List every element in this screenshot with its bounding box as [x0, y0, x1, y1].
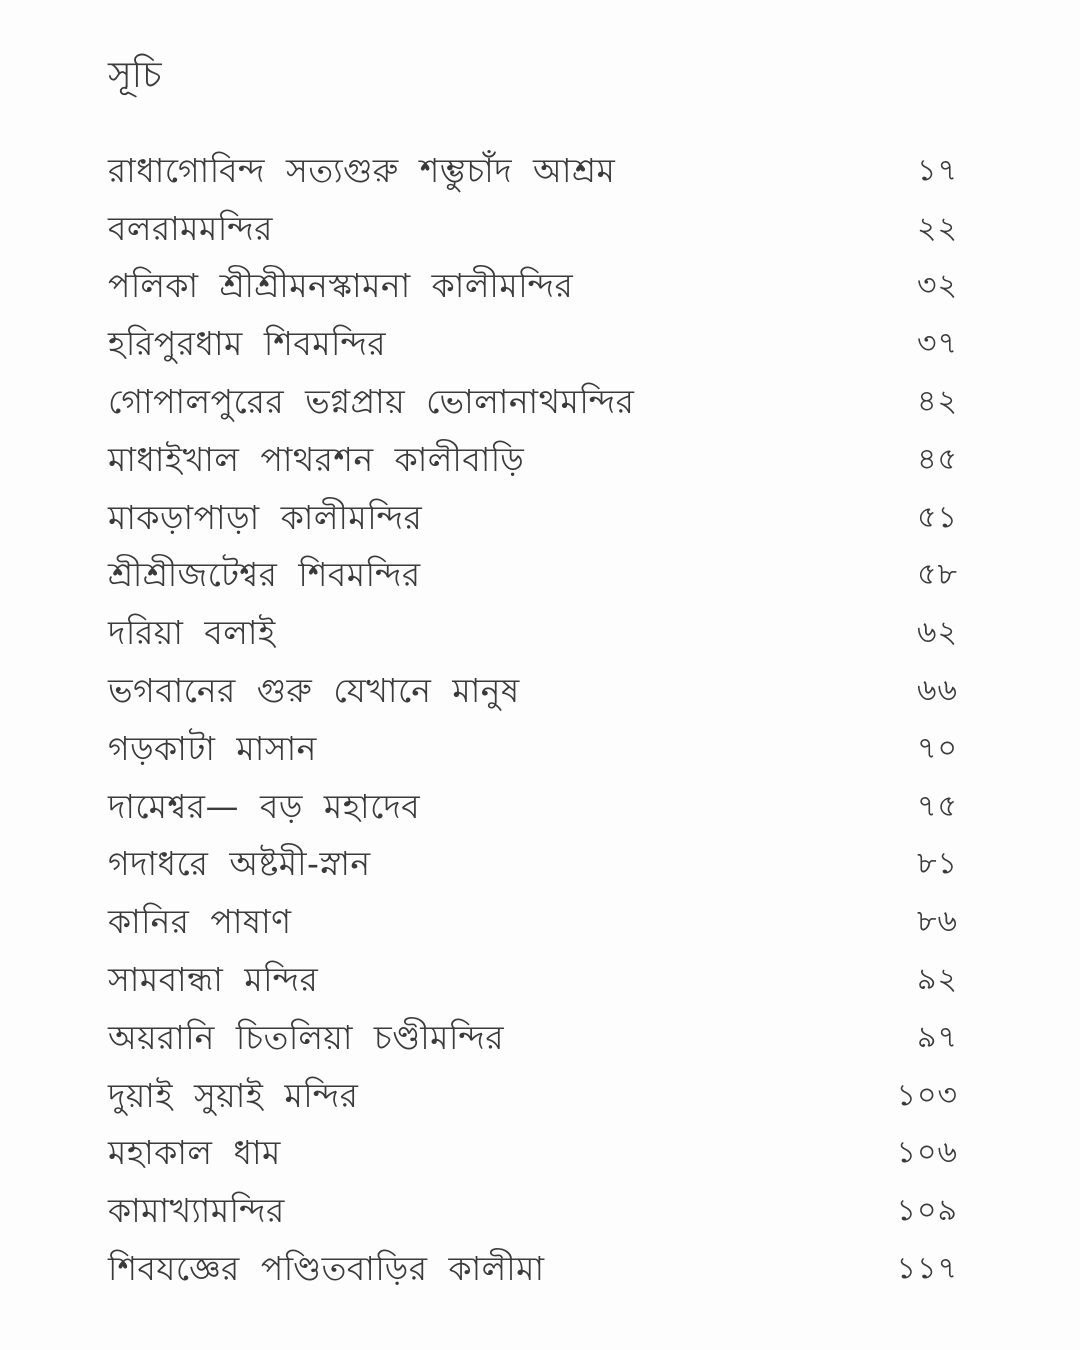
toc-page-number[interactable]: ৩৭	[916, 326, 958, 362]
toc-entry-title[interactable]: শ্রীশ্রীজটেশ্বর শিবমন্দির	[108, 555, 421, 595]
toc-page-number[interactable]: ৪২	[917, 384, 958, 420]
toc-entry-title[interactable]: মহাকাল ধাম	[108, 1133, 281, 1173]
toc-entry-title[interactable]: মাকড়াপাড়া কালীমন্দির	[108, 497, 423, 537]
toc-page-number[interactable]: ৯৭	[917, 1019, 958, 1055]
toc-page-number[interactable]: ৮১	[917, 846, 958, 882]
toc-entry[interactable]	[108, 604, 958, 662]
toc-page-number[interactable]: ৮৬	[917, 904, 958, 940]
toc-entry-title[interactable]: ভগবানের গুরু যেখানে মানুষ	[108, 671, 520, 711]
toc-page-number[interactable]: ১০৬	[896, 1135, 958, 1171]
toc-entry[interactable]	[108, 836, 958, 894]
toc-page-number[interactable]: ৪৫	[917, 441, 958, 477]
toc-page-number[interactable]: ৯২	[917, 962, 958, 998]
toc-page-number[interactable]: ১০৯	[896, 1193, 958, 1229]
toc-entry-title[interactable]: মাধাইখাল পাথরশন কালীবাড়ি	[108, 439, 525, 479]
toc-page-number[interactable]: ৫৮	[917, 557, 958, 593]
toc-page-number[interactable]: ৬৬	[916, 673, 958, 709]
toc-entry-title[interactable]: রাধাগোবিন্দ সত্যগুরু শম্ভুচাঁদ আশ্রম	[108, 150, 616, 190]
toc-entry-title[interactable]: শিবযজ্ঞের পণ্ডিতবাড়ির কালীমা	[108, 1249, 545, 1289]
toc-entry[interactable]	[108, 951, 958, 1009]
toc-entry-title[interactable]: হরিপুরধাম শিবমন্দির	[108, 324, 387, 364]
toc-entry-title[interactable]: দামেশ্বর— বড় মহাদেব	[108, 786, 421, 826]
toc-entry[interactable]	[108, 489, 958, 547]
toc-entry-title[interactable]: গদাধরে অষ্টমী-স্নান	[108, 844, 371, 884]
toc-page-number[interactable]: ৭০	[916, 730, 958, 766]
page-title: সূচি	[108, 55, 162, 96]
toc-entry[interactable]	[108, 200, 958, 258]
toc-entry-title[interactable]: দুয়াই সুয়াই মন্দির	[108, 1075, 359, 1115]
toc-entry-title[interactable]: কামাখ্যামন্দির	[108, 1191, 285, 1231]
toc-page-number[interactable]: ১১৭	[896, 1251, 958, 1287]
toc-entry-title[interactable]: গোপালপুরের ভগ্নপ্রায় ভোলানাথমন্দির	[108, 382, 635, 422]
toc-entry-title[interactable]: বলরামমন্দির	[108, 208, 273, 248]
toc-entry-title[interactable]: দরিয়া বলাই	[108, 613, 276, 653]
toc-entry[interactable]	[108, 431, 958, 489]
toc-entry[interactable]	[108, 662, 958, 720]
toc-entry-title[interactable]: পলিকা শ্রীশ্রীমনস্কামনা কালীমন্দির	[108, 266, 574, 306]
toc-entry[interactable]	[108, 1125, 958, 1183]
toc-entry[interactable]	[108, 142, 958, 200]
toc-entry-title[interactable]: কানির পাষাণ	[108, 902, 292, 942]
table-of-contents	[108, 142, 958, 1298]
toc-entry-title[interactable]: সামবান্ধা মন্দির	[108, 960, 319, 1000]
toc-page-number[interactable]: ৩২	[916, 268, 958, 304]
toc-page-number[interactable]: ৬২	[916, 615, 958, 651]
toc-entry[interactable]	[108, 258, 958, 316]
toc-entry[interactable]	[108, 373, 958, 431]
toc-page-number[interactable]: ৫১	[917, 499, 958, 535]
toc-page-number[interactable]: ১০৩	[896, 1077, 958, 1113]
toc-entry[interactable]	[108, 1009, 958, 1067]
toc-page-number[interactable]: ৭৫	[917, 788, 958, 824]
toc-entry[interactable]	[108, 315, 958, 373]
toc-entry[interactable]	[108, 1067, 958, 1125]
toc-entry[interactable]	[108, 893, 958, 951]
toc-entry-title[interactable]: গড়কাটা মাসান	[108, 728, 317, 768]
toc-entry[interactable]	[108, 1240, 958, 1298]
toc-entry-title[interactable]: অয়রানি চিতলিয়া চণ্ডীমন্দির	[108, 1017, 505, 1057]
toc-entry[interactable]	[108, 778, 958, 836]
toc-entry[interactable]	[108, 1182, 958, 1240]
toc-entry[interactable]	[108, 547, 958, 605]
toc-entry[interactable]	[108, 720, 958, 778]
toc-page-number[interactable]: ২২	[916, 210, 958, 246]
toc-page-number[interactable]: ১৭	[917, 152, 958, 188]
